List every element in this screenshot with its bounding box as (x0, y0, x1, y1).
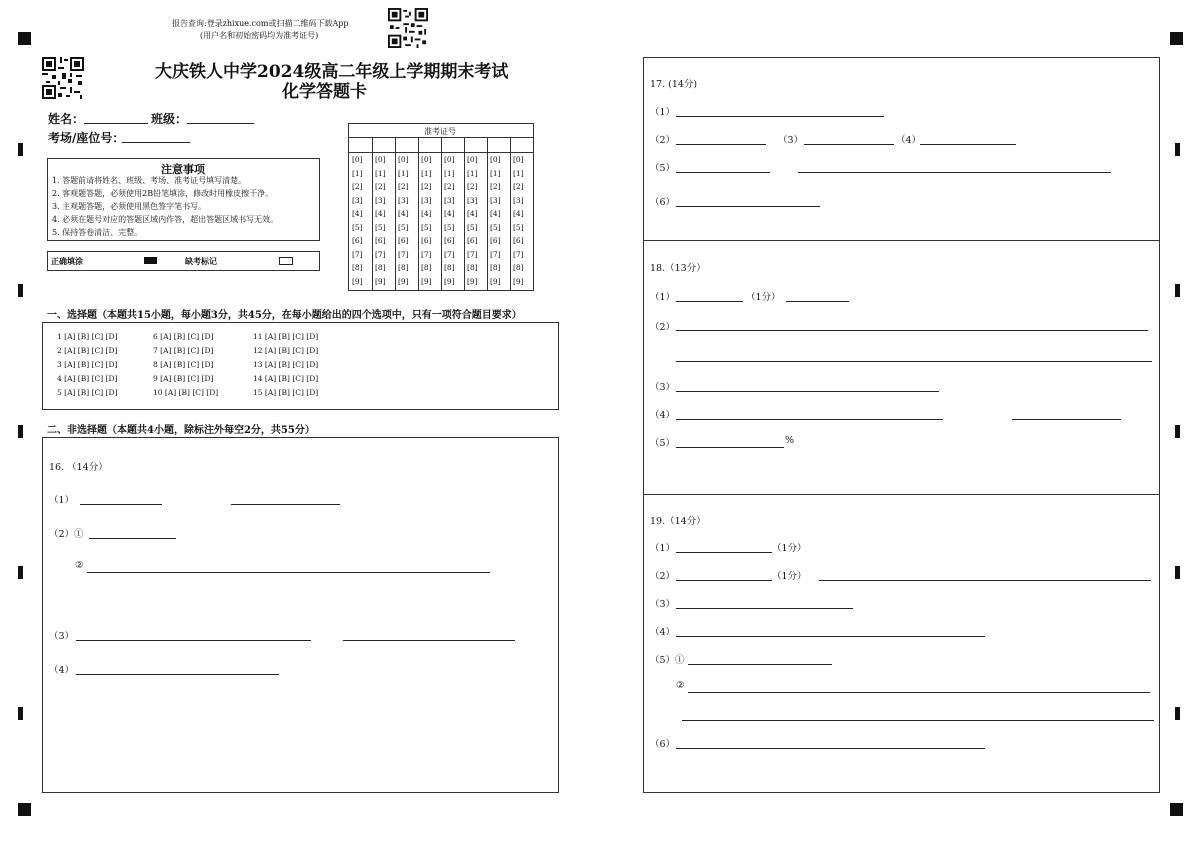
answer-line[interactable] (676, 636, 985, 637)
digit-bubble[interactable]: [9] (375, 276, 386, 286)
choice-question-1[interactable]: 1 [A] [B] [C] [D] (57, 332, 118, 341)
answer-line[interactable] (676, 552, 772, 553)
answer-line[interactable] (682, 720, 1154, 721)
digit-bubble[interactable]: [5] (398, 222, 409, 232)
digit-bubble[interactable]: [9] (352, 276, 363, 286)
name-field[interactable] (84, 123, 148, 124)
digit-bubble[interactable]: [1] (513, 168, 524, 178)
notes-item: 5. 保持答卷清洁、完整。 (52, 228, 143, 237)
digit-bubble[interactable]: [3] (421, 195, 432, 205)
digit-bubble[interactable]: [4] (421, 209, 432, 218)
digit-bubble[interactable]: [5] (467, 222, 478, 232)
answer-line[interactable] (688, 664, 832, 665)
q18-part2-label: （2） (650, 322, 676, 333)
absent-mark-label: 缺考标记 (185, 256, 217, 266)
q16-box (42, 437, 559, 793)
q19-title: 19.（14分） (650, 516, 706, 527)
digit-bubble[interactable]: [1] (467, 168, 478, 178)
digit-bubble[interactable]: [7] (467, 249, 478, 259)
digit-bubble[interactable]: [2] (375, 182, 386, 191)
divider (644, 494, 1159, 495)
timing-mark (18, 566, 23, 579)
answer-line[interactable] (804, 144, 894, 145)
digit-bubble[interactable]: [8] (375, 263, 386, 272)
q19-part5b-label: ② (676, 680, 685, 691)
digit-bubble[interactable]: [6] (398, 236, 409, 245)
digit-bubble[interactable]: [3] (375, 195, 386, 205)
answer-line[interactable] (819, 580, 1151, 581)
digit-bubble[interactable]: [9] (490, 276, 501, 286)
notes-item: 1. 答题前请将姓名、班级、考场、准考证号填写清楚。 (52, 176, 247, 185)
name-label: 姓名： (48, 112, 85, 126)
grid-divider (441, 137, 442, 290)
grid-divider (395, 137, 396, 290)
digit-bubble[interactable]: [8] (352, 263, 363, 272)
choice-question-12[interactable]: 12 [A] [B] [C] [D] (253, 346, 319, 355)
choice-question-15[interactable]: 15 [A] [B] [C] [D] (253, 388, 319, 397)
answer-line[interactable] (676, 447, 784, 448)
answer-line[interactable] (676, 301, 743, 302)
q19-part3-label: （3） (650, 599, 676, 610)
section1-title: 一、选择题（本题共15小题，每小题3分，共45分，在每小题给出的四个选项中，只有一项符合题目要求） (47, 310, 522, 321)
answer-line[interactable] (1012, 419, 1121, 420)
digit-bubble[interactable]: [2] (398, 182, 409, 191)
corner-mark (1170, 803, 1183, 816)
digit-bubble[interactable]: [6] (375, 236, 386, 245)
answer-line[interactable] (343, 640, 515, 641)
digit-bubble[interactable]: [8] (444, 263, 455, 272)
digit-bubble[interactable]: [2] (421, 182, 432, 191)
digit-bubble[interactable]: [3] (490, 195, 501, 205)
grid-divider (510, 137, 511, 290)
qr-code-top (388, 8, 428, 48)
absent-mark-box[interactable] (279, 257, 293, 265)
q19-part2-label: （2） (650, 571, 676, 582)
choice-box (42, 322, 559, 410)
digit-bubble[interactable]: [9] (421, 276, 432, 286)
digit-bubble[interactable]: [1] (352, 168, 363, 178)
choice-question-13[interactable]: 13 [A] [B] [C] [D] (253, 360, 319, 369)
answer-line[interactable] (87, 572, 490, 573)
digit-bubble[interactable]: [3] (398, 195, 409, 205)
q18-title: 18.（13分） (650, 263, 706, 274)
q19-part4-label: （4） (650, 627, 676, 638)
grid-divider (487, 137, 488, 290)
answer-line[interactable] (676, 419, 943, 420)
digit-bubble[interactable]: [4] (375, 209, 386, 218)
digit-bubble[interactable]: [5] (490, 222, 501, 232)
digit-bubble[interactable]: [8] (490, 263, 501, 272)
qr-code-sheet (42, 57, 84, 99)
q17-part6-label: （6） (650, 197, 676, 208)
digit-bubble[interactable]: [4] (352, 209, 363, 218)
digit-bubble[interactable]: [8] (513, 263, 524, 272)
q16-part2a-label: （2）① (49, 529, 84, 540)
q18-part1-score: （1分） (746, 292, 781, 303)
digit-bubble[interactable]: [3] (467, 195, 478, 205)
answer-line[interactable] (231, 504, 340, 505)
q16-title: 16. （14分） (49, 462, 108, 473)
digit-bubble[interactable]: [0] (421, 155, 432, 164)
q16-part4-label: （4） (49, 665, 75, 676)
notes-item: 2. 客观题答题，必须使用2B铅笔填涂，修改时用橡皮擦干净。 (52, 189, 274, 198)
digit-bubble[interactable]: [3] (513, 195, 524, 205)
grid-divider (464, 137, 465, 290)
digit-bubble[interactable]: [8] (398, 263, 409, 272)
class-label: 班级： (151, 112, 188, 126)
q18-part5-label: （5） (650, 438, 676, 449)
answer-line[interactable] (676, 206, 820, 207)
choice-question-3[interactable]: 3 [A] [B] [C] [D] (57, 360, 118, 369)
choice-question-9[interactable]: 9 [A] [B] [C] [D] (153, 374, 214, 383)
q19-part1-label: （1） (650, 543, 676, 554)
digit-bubble[interactable]: [2] (444, 182, 455, 191)
timing-mark (18, 707, 23, 720)
digit-bubble[interactable]: [5] (375, 222, 386, 232)
q16-part2b-label: ② (75, 560, 84, 571)
choice-question-8[interactable]: 8 [A] [B] [C] [D] (153, 360, 214, 369)
answer-line[interactable] (80, 504, 162, 505)
digit-bubble[interactable]: [6] (421, 236, 432, 245)
corner-mark (1170, 32, 1183, 45)
corner-mark (18, 803, 31, 816)
q17-part1-label: （1） (650, 107, 676, 118)
divider (644, 240, 1159, 241)
digit-bubble[interactable]: [9] (513, 276, 524, 286)
answer-line[interactable] (76, 640, 311, 641)
section2-title: 二、非选择题（本题共4小题，除标注外每空2分，共55分） (47, 425, 315, 436)
exam-subtitle: 化学答题卡 (282, 82, 367, 102)
timing-mark (1175, 566, 1180, 579)
answer-line[interactable] (676, 748, 985, 749)
digit-bubble[interactable]: [8] (467, 263, 478, 272)
answer-line[interactable] (676, 172, 770, 173)
q16-part3-label: （3） (49, 631, 75, 642)
digit-bubble[interactable]: [1] (375, 168, 386, 178)
q19-part2-score: （1分） (772, 571, 807, 582)
q18-part4-label: （4） (650, 410, 676, 421)
digit-bubble[interactable]: [7] (352, 249, 363, 259)
digit-bubble[interactable]: [0] (375, 155, 386, 164)
notes-heading: 注意事项 (161, 163, 205, 176)
choice-question-10[interactable]: 10 [A] [B] [C] [D] (153, 388, 219, 397)
seat-field[interactable] (122, 142, 190, 143)
digit-bubble[interactable]: [4] (398, 209, 409, 218)
grid-divider (372, 137, 373, 290)
report-notice: 报告查询:登录zhixue.com或扫描二维码下载App (172, 19, 349, 28)
digit-bubble[interactable]: [0] (352, 155, 363, 164)
timing-mark (18, 143, 23, 156)
answer-line[interactable] (920, 144, 1016, 145)
timing-mark (18, 284, 23, 297)
digit-bubble[interactable]: [3] (352, 195, 363, 205)
q17-part4-label: （4） (896, 135, 922, 146)
digit-bubble[interactable]: [3] (444, 195, 455, 205)
notes-item: 4. 必须在题号对应的答题区域内作答，超出答题区域书写无效。 (52, 215, 279, 224)
notes-item: 3. 主观题答题，必须使用黑色签字笔书写。 (52, 202, 207, 211)
digit-bubble[interactable]: [5] (513, 222, 524, 232)
timing-mark (1175, 707, 1180, 720)
digit-bubble[interactable]: [2] (467, 182, 478, 191)
digit-bubble[interactable]: [4] (467, 209, 478, 218)
q18-part1-label: （1） (650, 292, 676, 303)
password-notice: (用户名和初始密码均为准考证号) (200, 31, 319, 40)
answer-line[interactable] (676, 580, 772, 581)
fill-sample-box (47, 251, 320, 271)
choice-question-11[interactable]: 11 [A] [B] [C] [D] (253, 332, 319, 341)
choice-question-4[interactable]: 4 [A] [B] [C] [D] (57, 374, 118, 383)
digit-bubble[interactable]: [4] (513, 209, 524, 218)
q18-part5-unit: % (785, 435, 795, 446)
right-answer-column (643, 57, 1160, 793)
digit-bubble[interactable]: [1] (421, 168, 432, 178)
admission-title: 准考证号 (424, 127, 456, 136)
correct-fill-label: 正确填涂 (51, 256, 83, 266)
correct-fill-sample (144, 257, 157, 264)
q19-part1-score: （1分） (772, 543, 807, 554)
notes-box (47, 158, 320, 241)
timing-mark (1175, 284, 1180, 297)
digit-bubble[interactable]: [7] (513, 249, 524, 259)
digit-bubble[interactable]: [7] (444, 249, 455, 259)
corner-mark (18, 32, 31, 45)
q16-part1-label: （1） (49, 495, 75, 506)
digit-bubble[interactable]: [9] (444, 276, 455, 286)
class-field[interactable] (187, 123, 254, 124)
digit-bubble[interactable]: [6] (444, 236, 455, 245)
digit-bubble[interactable]: [1] (444, 168, 455, 178)
answer-line[interactable] (76, 674, 279, 675)
answer-line[interactable] (688, 692, 1150, 693)
digit-bubble[interactable]: [2] (352, 182, 363, 191)
digit-bubble[interactable]: [1] (490, 168, 501, 178)
seat-label: 考场/座位号： (48, 131, 125, 145)
digit-bubble[interactable]: [6] (513, 236, 524, 245)
answer-line[interactable] (676, 608, 853, 609)
timing-mark (1175, 425, 1180, 438)
answer-line[interactable] (676, 361, 1152, 362)
choice-question-5[interactable]: 5 [A] [B] [C] [D] (57, 388, 118, 397)
choice-question-14[interactable]: 14 [A] [B] [C] [D] (253, 374, 319, 383)
q17-part3-label: （3） (778, 135, 804, 146)
digit-bubble[interactable]: [0] (398, 155, 409, 164)
digit-bubble[interactable]: [7] (421, 249, 432, 259)
digit-bubble[interactable]: [4] (490, 209, 501, 218)
digit-bubble[interactable]: [5] (421, 222, 432, 232)
grid-divider (418, 137, 419, 290)
digit-bubble[interactable]: [0] (444, 155, 455, 164)
digit-bubble[interactable]: [6] (490, 236, 501, 245)
digit-bubble[interactable]: [5] (444, 222, 455, 232)
q17-title: 17. (14分) (650, 79, 698, 90)
answer-line[interactable] (676, 116, 884, 117)
answer-line[interactable] (676, 330, 1148, 331)
digit-bubble[interactable]: [6] (467, 236, 478, 245)
exam-title: 大庆铁人中学2024级高二年级上学期期末考试 (155, 62, 509, 82)
digit-bubble[interactable]: [6] (352, 236, 363, 245)
digit-bubble[interactable]: [9] (467, 276, 478, 286)
answer-line[interactable] (798, 172, 1111, 173)
digit-bubble[interactable]: [7] (490, 249, 501, 259)
digit-bubble[interactable]: [7] (398, 249, 409, 259)
timing-mark (18, 425, 23, 438)
admission-grid (348, 123, 534, 291)
digit-bubble[interactable]: [2] (513, 182, 524, 191)
digit-bubble[interactable]: [2] (490, 182, 501, 191)
digit-bubble[interactable]: [0] (490, 155, 501, 164)
q17-part2-label: （2） (650, 135, 676, 146)
digit-bubble[interactable]: [0] (467, 155, 478, 164)
choice-question-7[interactable]: 7 [A] [B] [C] [D] (153, 346, 214, 355)
digit-bubble[interactable]: [7] (375, 249, 386, 259)
q19-part6-label: （6） (650, 739, 676, 750)
answer-line[interactable] (786, 301, 849, 302)
digit-bubble[interactable]: [8] (421, 263, 432, 272)
choice-question-2[interactable]: 2 [A] [B] [C] [D] (57, 346, 118, 355)
timing-mark (1175, 143, 1180, 156)
q18-part3-label: （3） (650, 382, 676, 393)
digit-bubble[interactable]: [4] (444, 209, 455, 218)
digit-bubble[interactable]: [5] (352, 222, 363, 232)
q19-part5a-label: （5）① (650, 655, 685, 666)
answer-line[interactable] (89, 538, 176, 539)
answer-line[interactable] (676, 391, 939, 392)
digit-bubble[interactable]: [9] (398, 276, 409, 286)
choice-question-6[interactable]: 6 [A] [B] [C] [D] (153, 332, 214, 341)
q17-part5-label: （5） (650, 163, 676, 174)
answer-line[interactable] (676, 144, 766, 145)
digit-bubble[interactable]: [0] (513, 155, 524, 164)
digit-bubble[interactable]: [1] (398, 168, 409, 178)
